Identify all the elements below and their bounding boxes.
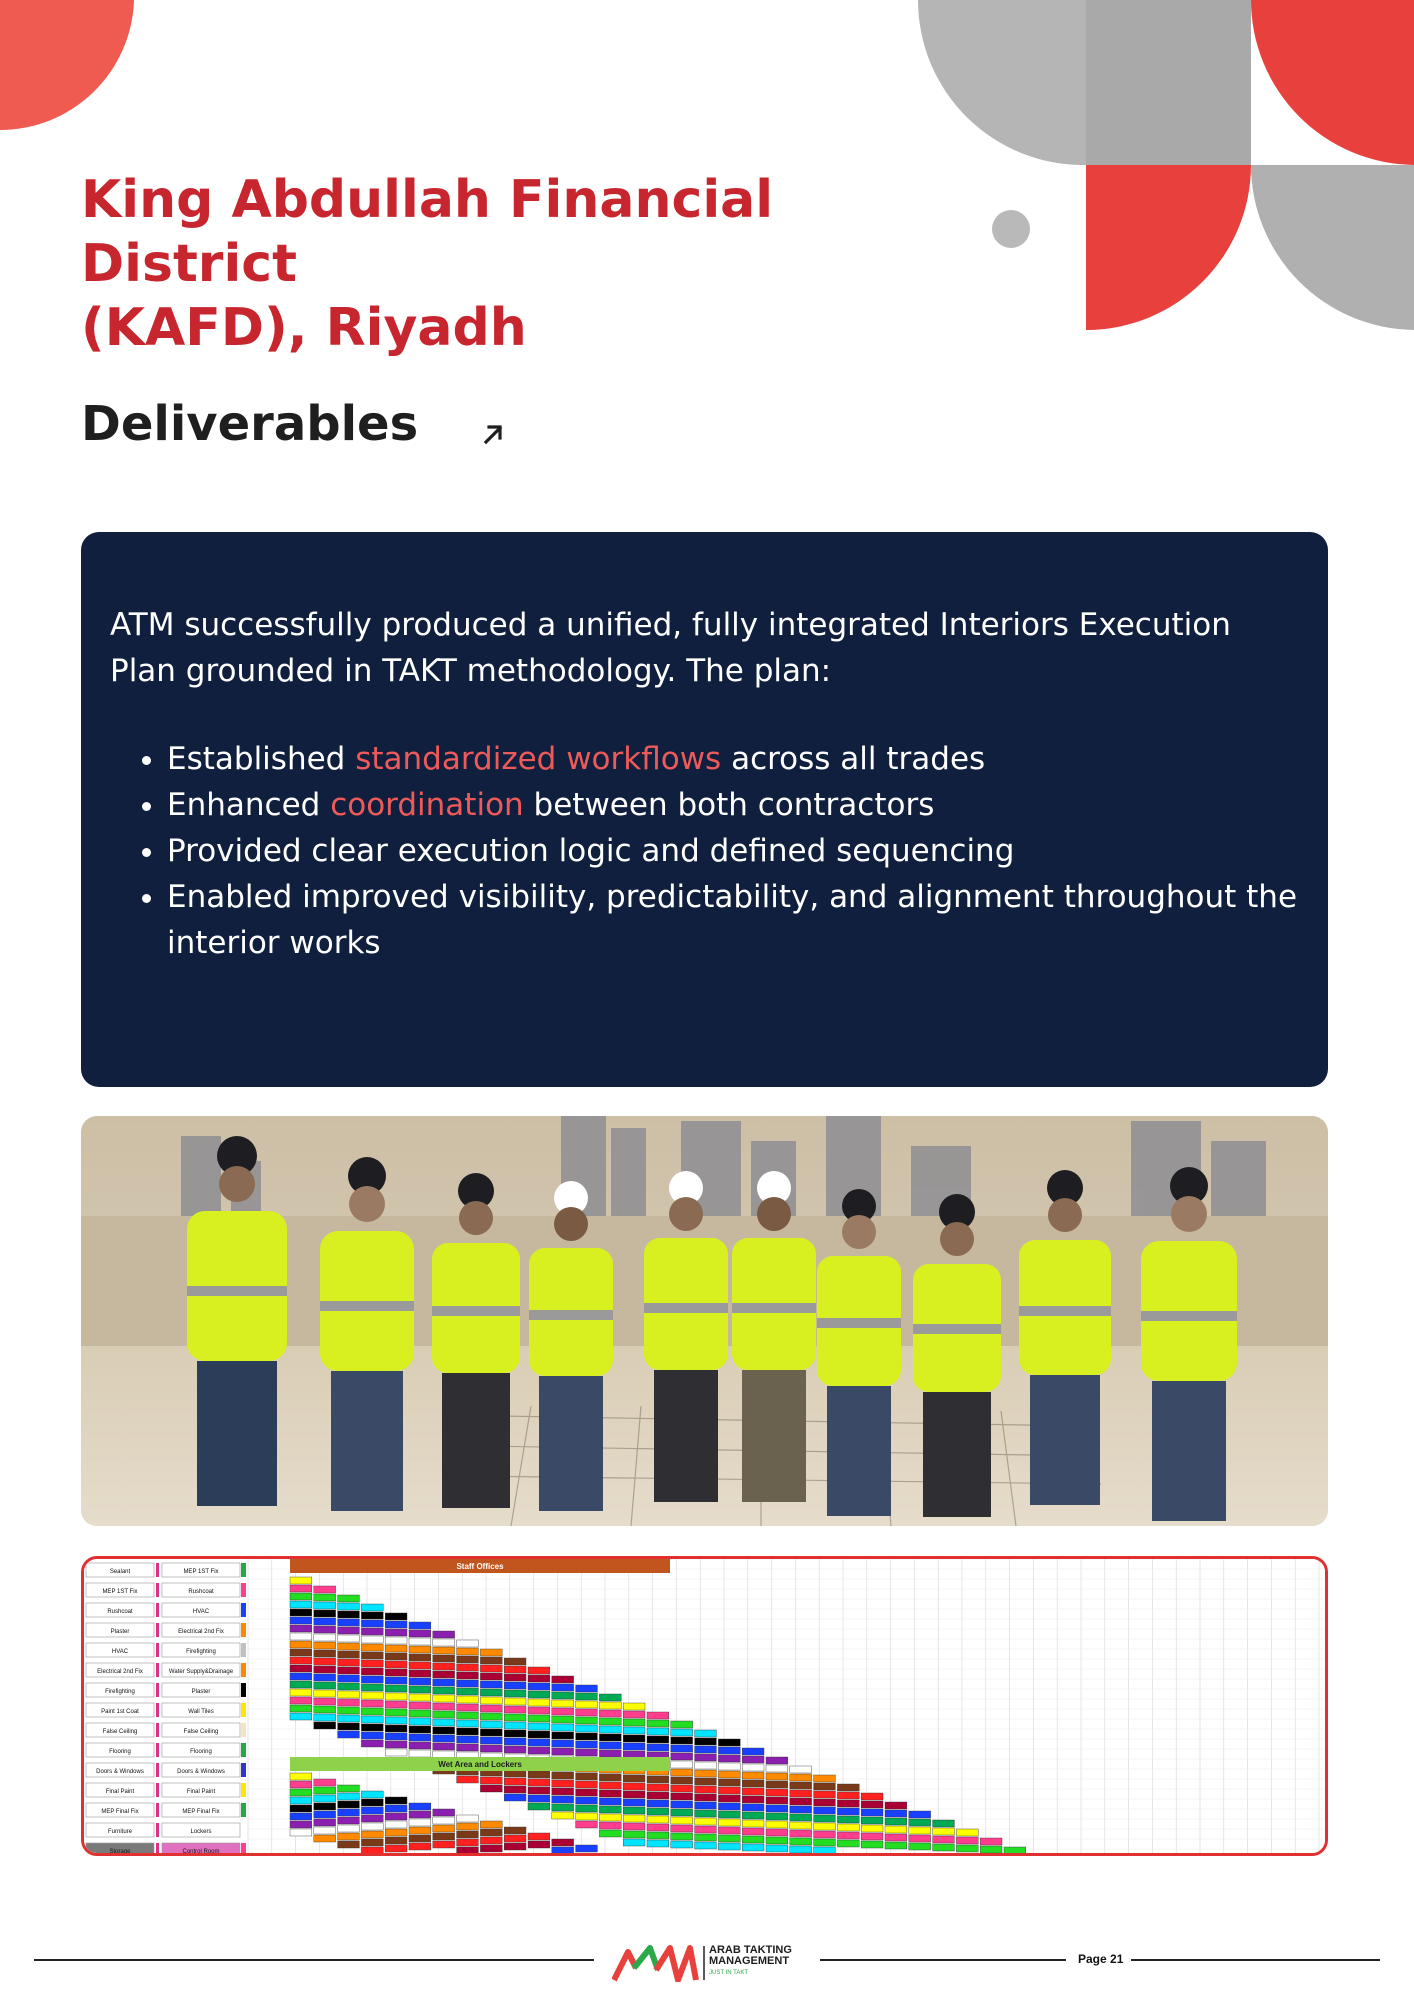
trade-label-left: HVAC: [111, 1649, 129, 1655]
trade-label-left: Plaster: [110, 1629, 130, 1635]
trade-label-left: Sealant: [109, 1569, 131, 1575]
trade-label-left: Doors & Windows: [96, 1769, 144, 1775]
list-item: • Enhanced coordination between both contractors: [167, 782, 1298, 828]
trade-label-right: HVAC: [192, 1609, 210, 1615]
deliverables-list: [110, 736, 1298, 966]
footer-rule-left: [34, 1959, 594, 1961]
takt-plan-schedule: [81, 1556, 1328, 1856]
trade-label-right: MEP 1ST Fix: [183, 1569, 219, 1575]
trade-label-right: Firefighting: [186, 1649, 216, 1655]
trade-label-left: Rushcoat: [107, 1609, 133, 1615]
trade-label-left: Furniture: [107, 1829, 133, 1835]
trade-label-left: MEP Final Fix: [101, 1809, 139, 1815]
trade-label-left: Electrical 2nd Fix: [97, 1669, 143, 1675]
footer-rule-middle: [820, 1959, 1066, 1961]
page-number: Page 21: [1078, 1952, 1124, 1966]
corner-decoration-top-left: [0, 0, 140, 140]
company-name: ARAB TAKTING MANAGEMENT: [709, 1944, 792, 1967]
trade-label-right: Rushcoat: [188, 1589, 214, 1595]
trade-label-left: Flooring: [109, 1749, 131, 1755]
arrow-up-right-icon: [478, 418, 508, 448]
company-tagline: JUST IN TAKT: [709, 1970, 749, 1976]
trade-label-right: Wall Tiles: [188, 1709, 214, 1715]
trade-label-right: Plaster: [191, 1689, 211, 1695]
title-line-1: King Abdullah Financial District: [81, 170, 774, 294]
trade-label-left: False Ceiling: [102, 1729, 138, 1735]
trade-label-left: Storage: [109, 1849, 131, 1853]
trade-label-right: Doors & Windows: [177, 1769, 225, 1775]
trade-label-right: Flooring: [190, 1749, 212, 1755]
list-item: • Established standardized workflows across all trades: [167, 736, 1298, 782]
section-heading: Deliverables: [81, 396, 419, 452]
list-item: • Enabled improved visibility, predictability, and alignment throughout the interior works: [167, 874, 1298, 966]
trade-label-left: Paint 1st Coat: [101, 1709, 139, 1715]
trade-label-right: False Ceiling: [183, 1729, 219, 1735]
trade-label-right: MEP Final Fix: [182, 1809, 220, 1815]
trade-label-right: Control Room: [182, 1849, 220, 1853]
trade-label-right: Water Supply&Drainage: [168, 1669, 234, 1675]
highlight-text: coordination: [330, 787, 524, 823]
trade-label-left: Firefighting: [105, 1689, 135, 1695]
panel-intro: ATM successfully produced a unified, fully integrated Interiors Execution Plan grounded in TAKT methodology. The plan:: [110, 607, 1231, 689]
highlight-text: standardized workflows: [355, 741, 722, 777]
page-title: [81, 168, 1001, 360]
footer-rule-right: [1131, 1959, 1380, 1961]
list-item: • Provided clear execution logic and defined sequencing: [167, 828, 1298, 874]
trade-label-left: MEP 1ST Fix: [102, 1589, 138, 1595]
zone-label-wet-area: Wet Area and Lockers: [438, 1760, 522, 1769]
deliverables-panel: [81, 532, 1328, 1087]
trade-label-right: Electrical 2nd Fix: [178, 1629, 224, 1635]
title-line-2: (KAFD), Riyadh: [81, 298, 527, 358]
team-site-photo: [81, 1116, 1328, 1526]
trade-label-right: Final Paint: [186, 1789, 216, 1795]
trade-label-right: Lockers: [190, 1829, 212, 1835]
zone-label-staff-offices: Staff Offices: [456, 1562, 504, 1571]
trade-label-left: Final Paint: [105, 1789, 135, 1795]
